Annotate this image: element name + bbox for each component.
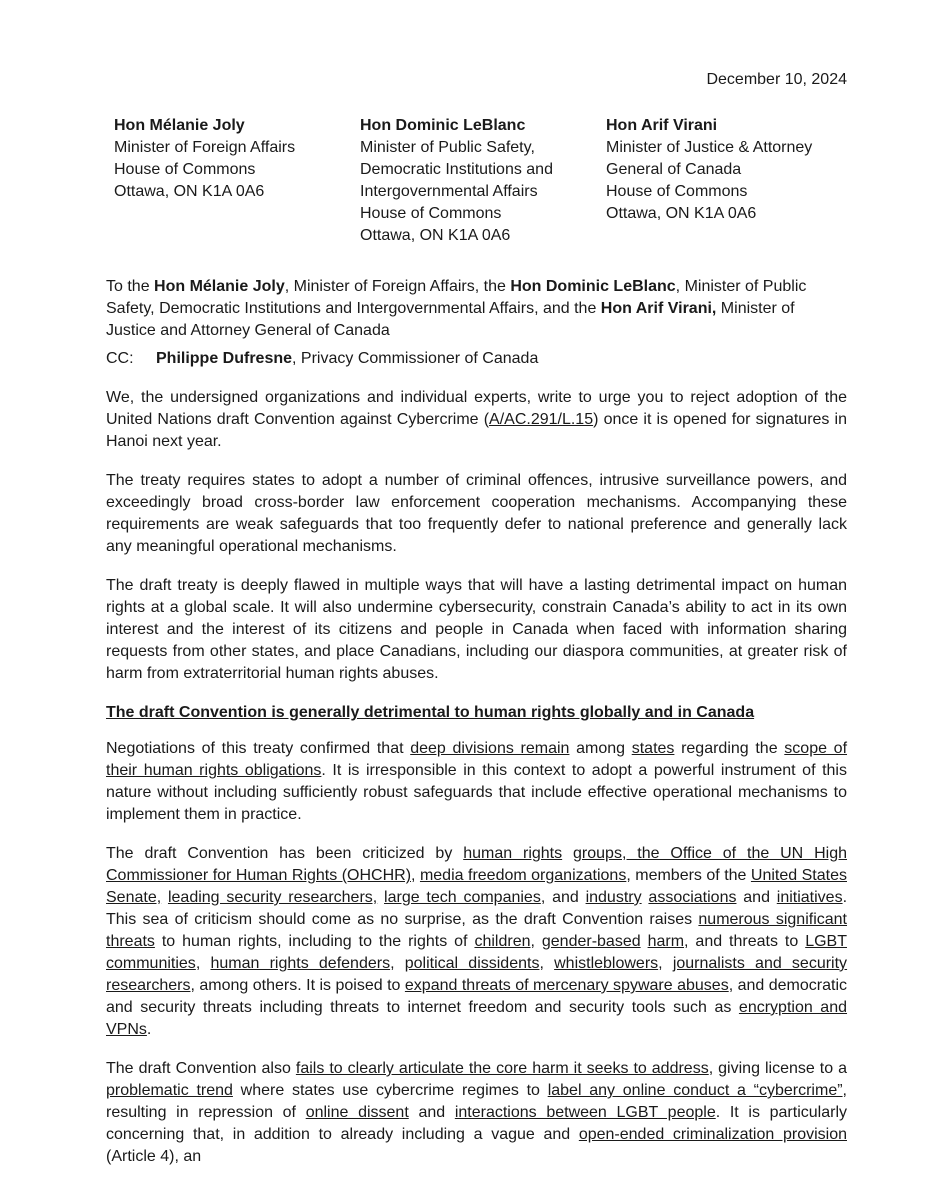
text: to human rights, including to the rights of [154, 933, 475, 950]
text: , and democratic and security threats including threats to internet freedom and security tools such as [106, 977, 848, 1016]
text: , and threats to [684, 933, 806, 950]
text [562, 845, 573, 862]
addressee-line: General of Canada [606, 161, 742, 178]
text: , [539, 955, 555, 972]
addressee-line: Ottawa, ON K1A 0A6 [114, 183, 265, 200]
text: , [658, 955, 673, 972]
link[interactable]: whistleblowers [554, 955, 659, 972]
addressee-name: Hon Mélanie Joly [114, 117, 245, 134]
link[interactable]: online dissent [305, 1104, 409, 1121]
salutation-name: Hon Mélanie Joly [154, 278, 285, 295]
addressee-line: Minister of Public Safety, [360, 139, 535, 156]
salutation-text: , Minister of Public Safety, Democratic Institutions and Intergovernmental Affairs, and the [106, 278, 807, 317]
text: , among others. It is poised to [190, 977, 405, 994]
addressee-name: Hon Arif Virani [606, 117, 718, 134]
addressee-name: Hon Dominic LeBlanc [360, 117, 526, 134]
salutation-text: Minister of Justice and Attorney General of Canada [106, 300, 795, 339]
salutation-text: To the [106, 278, 155, 295]
paragraph-intro [106, 387, 847, 453]
text [161, 889, 168, 906]
text: The draft Convention has been criticized by [106, 845, 464, 862]
addressee-line: House of Commons [360, 205, 502, 222]
addressee-line: Democratic Institutions and [360, 161, 553, 178]
cc-role: , Privacy Commissioner of Canada [292, 350, 539, 367]
addressee-joly [114, 115, 295, 203]
section-heading: The draft Convention is generally detrimental to human rights globally and in Canada [106, 704, 755, 721]
text: The draft Convention also [106, 1060, 296, 1077]
addressee-line: Ottawa, ON K1A 0A6 [606, 205, 757, 222]
text: , [195, 955, 211, 972]
text: , [530, 933, 542, 950]
link[interactable]: journalists and security researchers [106, 955, 848, 994]
text: We, the undersigned organizations and individual experts, write to urge you to reject adoption of the United Nations draft Convention against Cybercrime ( [106, 389, 847, 428]
paragraph-treaty-requirements: The treaty requires states to adopt a number of criminal offences, intrusive surveillance powers, and exceedingly broad cross-border law enforcement cooperation mechanisms. Accompanying these requirements are weak safeguards that too frequently defer to national preference and generally lack any meaningful operational mechanisms. [106, 472, 847, 555]
text: ) once it is opened for signatures in Hanoi next year. [106, 411, 848, 450]
addressee-line: Minister of Foreign Affairs [114, 139, 296, 156]
link[interactable]: large tech companies [384, 889, 541, 906]
addressee-leblanc [360, 115, 553, 247]
link[interactable]: leading security researchers, [167, 889, 378, 906]
text: among [569, 740, 632, 757]
addressee-line: House of Commons [114, 161, 256, 178]
link[interactable]: industry [585, 889, 642, 906]
letter-date: December 10, 2024 [706, 71, 847, 88]
text: and [736, 889, 777, 906]
salutation-text: , Minister of Foreign Affairs, the [284, 278, 511, 295]
addressee-virani [606, 115, 812, 225]
text: , [411, 867, 420, 884]
text: . It is irresponsible in this context to adopt a powerful instrument of this nature without including sufficiently robust safeguards that include effective operational mechanisms to implement them in practice. [106, 762, 847, 823]
link[interactable]: problematic trend [106, 1082, 233, 1099]
text: regarding the [674, 740, 785, 757]
cc-line [106, 348, 847, 370]
link[interactable]: human rights defenders [210, 955, 391, 972]
link[interactable]: groups, the Office of the UN High Commissioner for Human Rights (OHCHR) [106, 845, 848, 884]
paragraph-core-harm [106, 1058, 847, 1168]
link[interactable]: fails to clearly articulate the core harm it seeks to address [295, 1060, 709, 1077]
link[interactable]: political dissidents [404, 955, 540, 972]
link[interactable]: states [631, 740, 675, 757]
text: and [408, 1104, 455, 1121]
link[interactable]: label any online conduct a “cybercrime” [547, 1082, 843, 1099]
paragraph-negotiations [106, 738, 847, 826]
link[interactable]: encryption and VPNs [106, 999, 848, 1038]
text: . This sea of criticism should come as no surprise, as the draft Convention raises [106, 889, 848, 928]
text: where states use cybercrime regimes to [232, 1082, 548, 1099]
link[interactable]: initiatives [776, 889, 843, 906]
link[interactable]: interactions between LGBT people [454, 1104, 716, 1121]
link[interactable]: associations [648, 889, 737, 906]
letter-body [106, 276, 847, 1185]
salutation-name: Hon Dominic LeBlanc [510, 278, 676, 295]
link[interactable]: children [474, 933, 531, 950]
text: . [146, 1021, 152, 1038]
text: Negotiations of this treaty confirmed that [106, 740, 411, 757]
text: , and [540, 889, 586, 906]
text: . It is particularly concerning that, in addition to already including a vague and [106, 1104, 847, 1143]
paragraph-criticism [106, 843, 847, 1041]
text [377, 889, 384, 906]
addressee-line: Intergovernmental Affairs [360, 183, 538, 200]
paragraph-treaty-flaws: The draft treaty is deeply flawed in multiple ways that will have a lasting detrimental impact on human rights at a global scale. It will also undermine cybersecurity, constrain Canada’s ability to act in its own interest and the interest of its citizens and people in Canada when faced with information sharing requests from other states, and place Canadians, including our diaspora communities, at greater risk of harm from extraterritorial human rights abuses. [106, 577, 847, 682]
text: (Article 4), an [106, 1148, 202, 1165]
link[interactable]: deep divisions remain [410, 740, 570, 757]
addressee-line: Ottawa, ON K1A 0A6 [360, 227, 511, 244]
text [641, 933, 648, 950]
link[interactable]: numerous significant threats [106, 911, 848, 950]
salutation-name: Hon Arif Virani, [600, 300, 717, 317]
link[interactable]: media freedom organizations [419, 867, 627, 884]
link[interactable]: human rights [463, 845, 563, 862]
addressee-line: House of Commons [606, 183, 748, 200]
link[interactable]: gender-based [541, 933, 641, 950]
link-treaty-document[interactable]: A/AC.291/L.15 [489, 411, 594, 428]
salutation [106, 276, 847, 342]
cc-name: Philippe Dufresne [156, 350, 293, 367]
text: , resulting in repression of [106, 1082, 847, 1121]
link[interactable]: expand threats of mercenary spyware abuses [404, 977, 729, 994]
link[interactable]: United States Senate, [106, 867, 847, 906]
text: , members of the [626, 867, 751, 884]
link[interactable]: LGBT communities [106, 933, 847, 972]
text: , giving license to a [708, 1060, 848, 1077]
link[interactable]: harm [647, 933, 685, 950]
addressee-line: Minister of Justice & Attorney [606, 139, 813, 156]
text: , [390, 955, 405, 972]
cc-label: CC: [106, 350, 134, 367]
link[interactable]: scope of their human rights obligations [106, 740, 848, 779]
link[interactable]: open-ended criminalization provision [578, 1126, 847, 1143]
